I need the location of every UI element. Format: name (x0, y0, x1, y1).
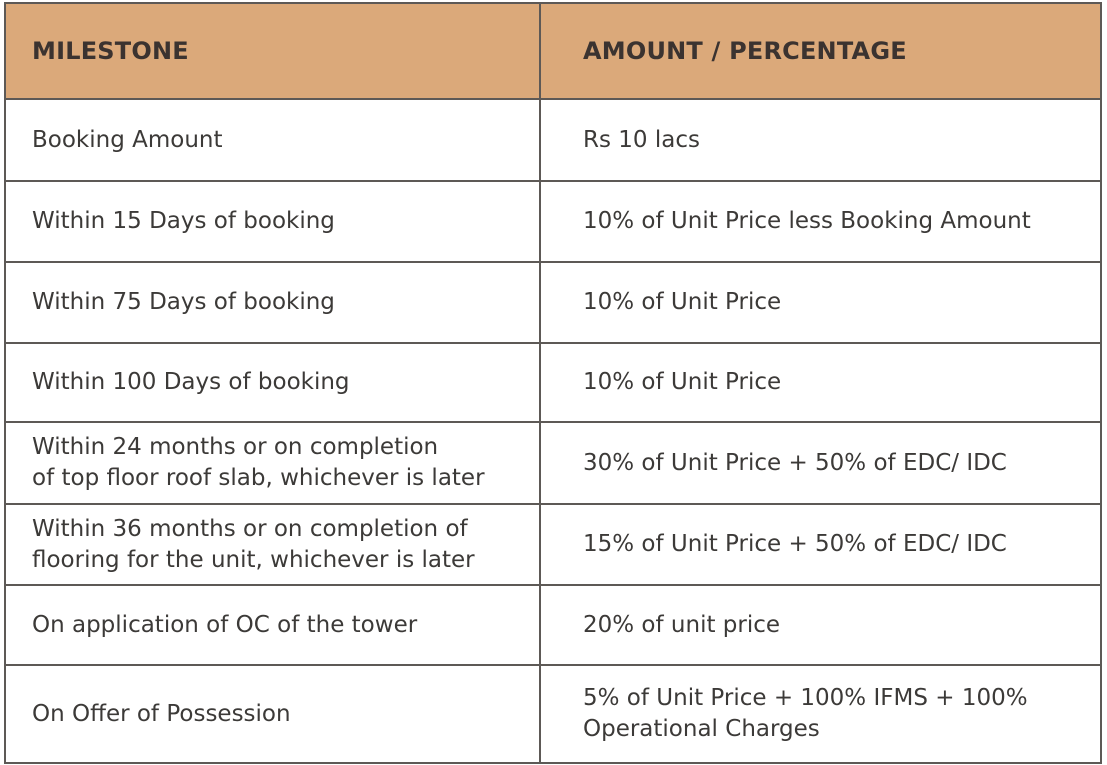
milestone-column-header: MILESTONE (5, 3, 540, 99)
milestone-cell: Within 36 months or on completion of flooring for the unit, whichever is later (5, 504, 540, 585)
milestone-cell: Within 15 Days of booking (5, 181, 540, 262)
milestone-cell: On Offer of Possession (5, 665, 540, 763)
amount-cell: 20% of unit price (540, 585, 1101, 665)
table-row (5, 99, 1101, 181)
milestone-cell: Within 24 months or on completion of top floor roof slab, whichever is later (5, 422, 540, 504)
table-row (5, 665, 1101, 763)
amount-cell: 5% of Unit Price + 100% IFMS + 100% Operational Charges (540, 665, 1101, 763)
amount-cell: Rs 10 lacs (540, 99, 1101, 181)
table-row (5, 504, 1101, 585)
table-row (5, 262, 1101, 343)
amount-column-header: AMOUNT / PERCENTAGE (540, 3, 1101, 99)
amount-cell: 10% of Unit Price (540, 343, 1101, 422)
table-row (5, 422, 1101, 504)
table-row (5, 343, 1101, 422)
milestone-cell: Within 75 Days of booking (5, 262, 540, 343)
milestone-cell: Within 100 Days of booking (5, 343, 540, 422)
milestone-cell: On application of OC of the tower (5, 585, 540, 665)
milestone-cell: Booking Amount (5, 99, 540, 181)
table-header-row (5, 3, 1101, 99)
amount-cell: 15% of Unit Price + 50% of EDC/ IDC (540, 504, 1101, 585)
amount-cell: 30% of Unit Price + 50% of EDC/ IDC (540, 422, 1101, 504)
table-row (5, 181, 1101, 262)
amount-cell: 10% of Unit Price less Booking Amount (540, 181, 1101, 262)
amount-cell: 10% of Unit Price (540, 262, 1101, 343)
table-row (5, 585, 1101, 665)
payment-schedule-table (4, 2, 1102, 764)
